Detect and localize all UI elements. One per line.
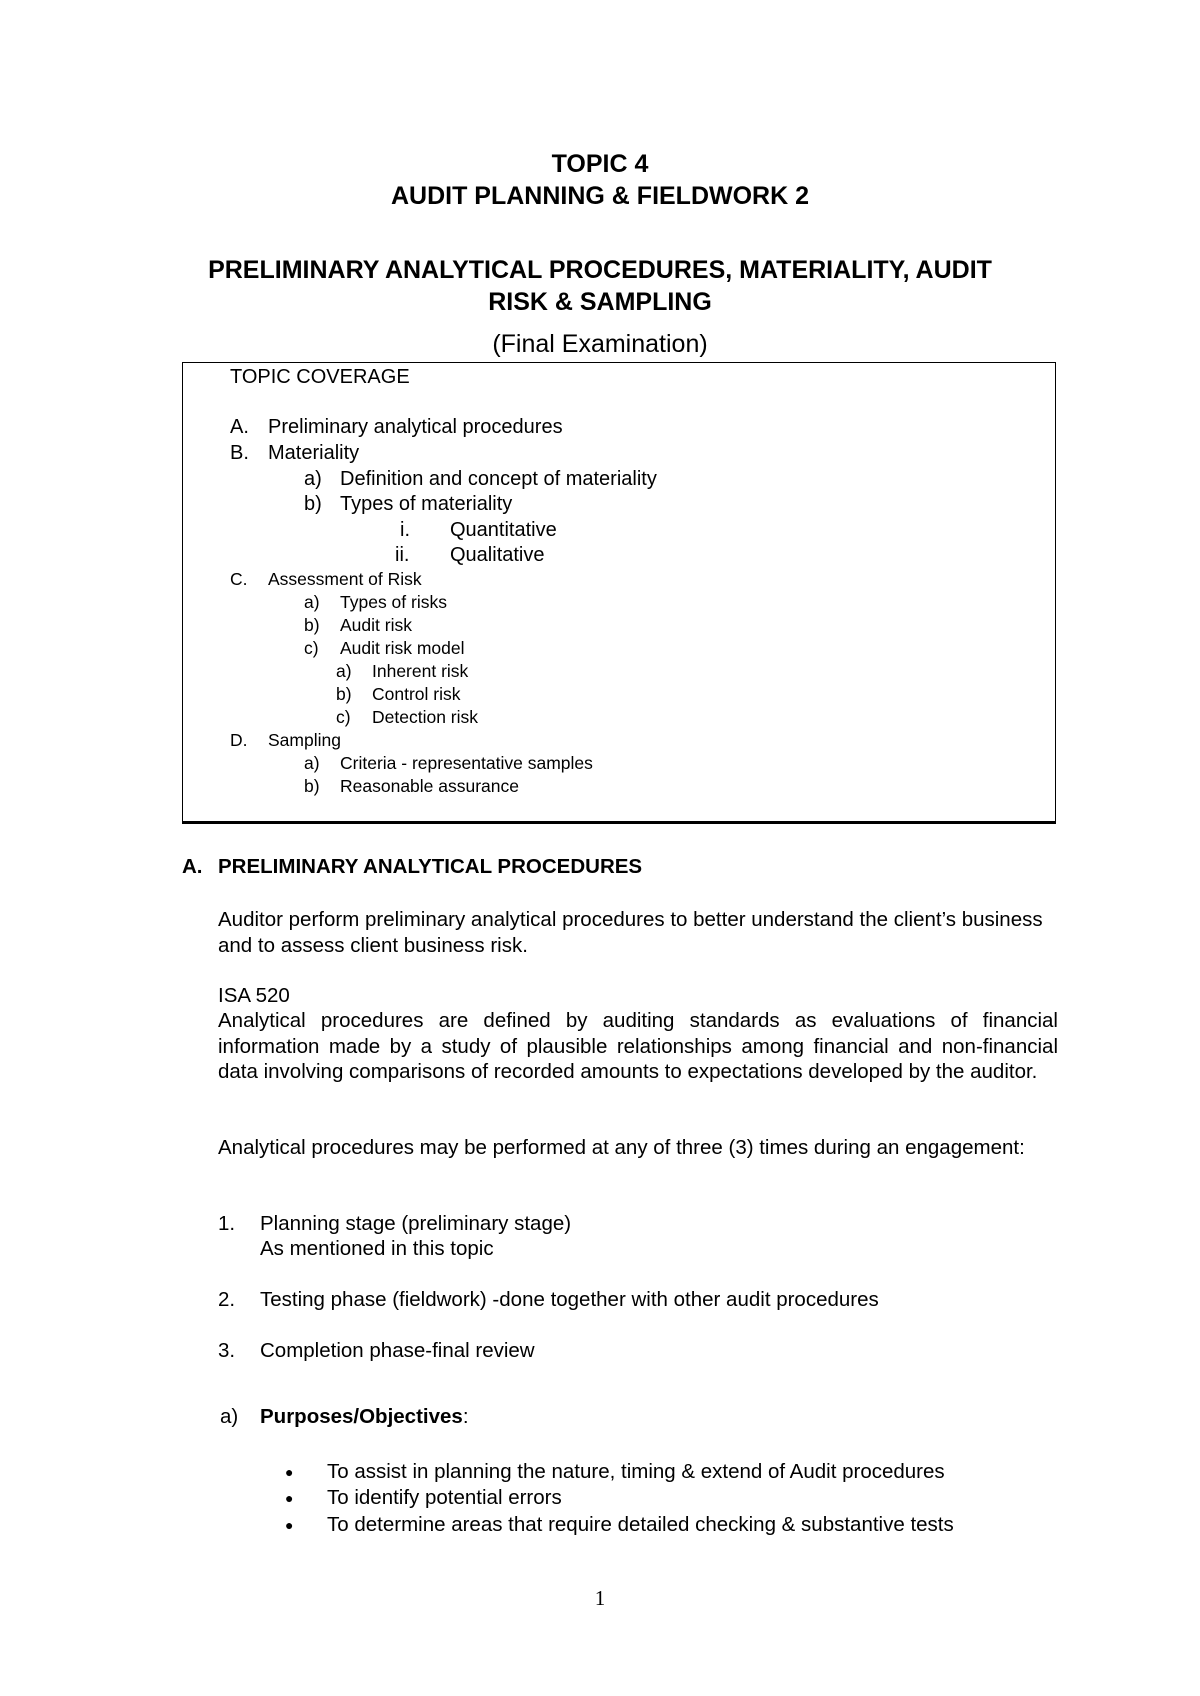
document-title-line1: PRELIMINARY ANALYTICAL PROCEDURES, MATERIALITY, AUDIT bbox=[208, 256, 992, 284]
purposes-heading-text: Purposes/Objectives bbox=[260, 1405, 463, 1428]
bullet-icon: ● bbox=[285, 1517, 294, 1533]
stage-1-number: 1. bbox=[218, 1212, 236, 1235]
topic-number: TOPIC 4 bbox=[551, 150, 649, 178]
section-a-heading: PRELIMINARY ANALYTICAL PROCEDURES bbox=[218, 855, 643, 878]
coverage-c-text: Assessment of Risk bbox=[268, 569, 422, 589]
coverage-c-a-label: a) bbox=[304, 592, 320, 612]
chapter-title: AUDIT PLANNING & FIELDWORK 2 bbox=[390, 182, 810, 210]
coverage-b-a-label: a) bbox=[304, 468, 322, 490]
purpose-item-3: To determine areas that require detailed checking & substantive tests bbox=[327, 1513, 954, 1536]
purposes-label: a) bbox=[220, 1405, 239, 1428]
isa-reference: ISA 520 bbox=[218, 984, 290, 1007]
bullet-icon: ● bbox=[285, 1490, 294, 1506]
stage-3-number: 3. bbox=[218, 1339, 236, 1362]
coverage-c-c-c-text: Detection risk bbox=[372, 707, 479, 727]
coverage-b-b-ii-label: ii. bbox=[395, 544, 410, 566]
coverage-c-c-c-label: c) bbox=[336, 707, 351, 727]
page-number: 1 bbox=[594, 1586, 606, 1610]
document-title-line2: RISK & SAMPLING bbox=[488, 288, 712, 316]
exam-label: (Final Examination) bbox=[492, 330, 708, 358]
stage-2-text: Testing phase (fieldwork) -done together with other audit procedures bbox=[260, 1288, 879, 1311]
coverage-d-b-label: b) bbox=[304, 776, 320, 796]
coverage-c-c-label: c) bbox=[304, 638, 319, 658]
coverage-d-b-text: Reasonable assurance bbox=[340, 776, 520, 796]
coverage-b-b-i-text: Quantitative bbox=[450, 519, 557, 541]
purposes-heading bbox=[260, 1404, 469, 1430]
coverage-c-b-text: Audit risk bbox=[340, 615, 412, 635]
coverage-a-text: Preliminary analytical procedures bbox=[268, 416, 563, 438]
coverage-heading: TOPIC COVERAGE bbox=[230, 366, 410, 388]
coverage-b-b-text: Types of materiality bbox=[340, 493, 513, 515]
section-a-label: A. bbox=[182, 855, 203, 878]
stage-3-text: Completion phase-final review bbox=[260, 1339, 535, 1362]
coverage-c-label: C. bbox=[230, 569, 248, 589]
bullet-icon: ● bbox=[285, 1464, 294, 1480]
coverage-d-label: D. bbox=[230, 730, 248, 750]
coverage-c-c-b-text: Control risk bbox=[372, 684, 461, 704]
coverage-b-b-i-label: i. bbox=[400, 519, 410, 541]
coverage-c-c-b-label: b) bbox=[336, 684, 352, 704]
coverage-c-b-label: b) bbox=[304, 615, 320, 635]
stage-1-text: Planning stage (preliminary stage) bbox=[260, 1212, 572, 1235]
coverage-a-label: A. bbox=[230, 416, 249, 438]
purpose-item-1: To assist in planning the nature, timing & extend of Audit procedures bbox=[327, 1460, 945, 1483]
coverage-c-a-text: Types of risks bbox=[340, 592, 447, 612]
coverage-c-c-a-label: a) bbox=[336, 661, 352, 681]
coverage-b-label: B. bbox=[230, 442, 249, 464]
stage-2-number: 2. bbox=[218, 1288, 236, 1311]
stage-1-note: As mentioned in this topic bbox=[260, 1237, 494, 1260]
purpose-item-2: To identify potential errors bbox=[327, 1486, 562, 1509]
analytical-procedures-timing: Analytical procedures may be performed at any of three (3) times during an engagement: bbox=[218, 1136, 1025, 1159]
coverage-b-a-text: Definition and concept of materiality bbox=[340, 468, 657, 490]
coverage-c-c-text: Audit risk model bbox=[340, 638, 465, 658]
coverage-b-b-label: b) bbox=[304, 493, 322, 515]
analytical-procedures-definition: Analytical procedures are defined by auditing standards as evaluations of financial information made by a study of plausible relationships among financial and non-financial data involving comparisons of recorded amounts to expectations developed by the auditor. bbox=[218, 1009, 1058, 1083]
purposes-heading-colon: : bbox=[462, 1405, 469, 1428]
section-a-intro: Auditor perform preliminary analytical procedures to better understand the client’s business and to assess client business risk. bbox=[218, 908, 1043, 957]
coverage-d-text: Sampling bbox=[268, 730, 341, 750]
coverage-c-c-a-text: Inherent risk bbox=[372, 661, 469, 681]
coverage-b-text: Materiality bbox=[268, 442, 360, 464]
coverage-d-a-text: Criteria - representative samples bbox=[340, 753, 593, 773]
coverage-d-a-label: a) bbox=[304, 753, 320, 773]
coverage-b-b-ii-text: Qualitative bbox=[450, 544, 545, 566]
